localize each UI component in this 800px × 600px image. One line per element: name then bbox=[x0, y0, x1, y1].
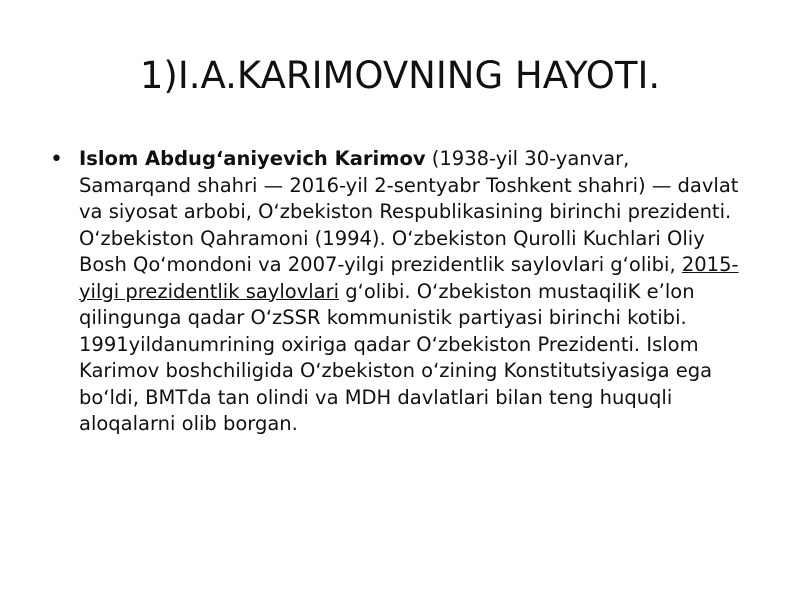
person-name: Islom Abdugʻaniyevich Karimov bbox=[79, 147, 426, 170]
biography-text-part-1: (1938-yil 30-yanvar, Samarqand shahri — 2016-yil 2-sentyabr Toshkent shahri) — davlat va siyosat arbobi, Oʻzbekiston Respublikasining birinchi prezidenti. Oʻzbekiston Qahramoni (1994). Oʻzbekiston Qurolli Kuchlari Oliy Bosh Qoʻmondoni va 2007-yilgi prezidentlik saylovlari gʻolibi, bbox=[79, 147, 739, 276]
slide-content bbox=[50, 146, 740, 438]
bullet-icon: • bbox=[50, 147, 63, 172]
slide-title: 1)I.A.KARIMOVNING HAYOTI. bbox=[139, 54, 661, 97]
bullet-item bbox=[50, 146, 740, 438]
biography-paragraph bbox=[79, 146, 740, 438]
elections-2015-link[interactable]: 2015-yilgi prezidentlik saylovlari bbox=[79, 253, 739, 303]
biography-text-part-2: gʻolibi. Oʻzbekiston mustaqiliK e’lon qilingunga qadar OʻzSSR kommunistik partiyasi birinchi kotibi. 1991yildanumrining oxiriga qadar Oʻzbekiston Prezidenti. Islom Karimov boshchiligida Oʻzbekiston oʻzining Konstitutsiyasiga ega boʻldi, BMTda tan olindi va MDH davlatlari bilan teng huquqli aloqalarni olib borgan. bbox=[79, 279, 713, 435]
